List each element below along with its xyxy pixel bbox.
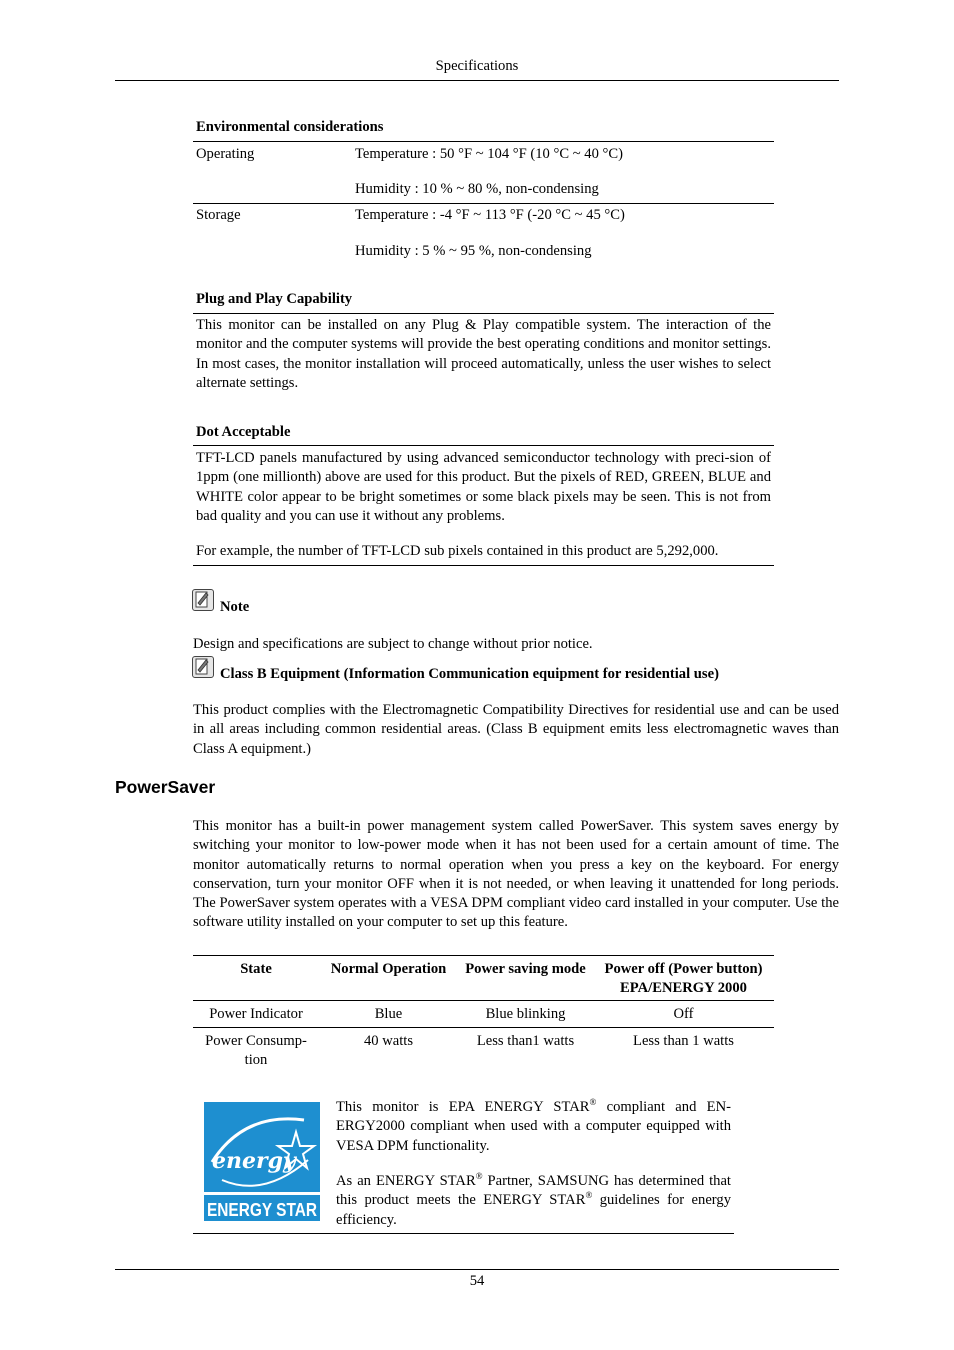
- dot-acceptable-rule: [193, 445, 774, 446]
- svg-text:ENERGY STAR: ENERGY STAR: [207, 1200, 317, 1220]
- operating-humidity: Humidity : 10 % ~ 80 %, non-condensing: [355, 181, 599, 197]
- energy-star-bottom-rule: [193, 1233, 734, 1234]
- plug-and-play-rule: [193, 313, 774, 314]
- class-b-note-icon: [192, 656, 214, 678]
- table-cell-indicator-normal: Blue: [374, 1006, 403, 1022]
- environmental-row-rule: [193, 203, 774, 204]
- dot-acceptable-bottom-rule: [193, 565, 774, 566]
- dot-acceptable-text: TFT-LCD panels manufactured by using advanced semiconductor technology with preci-sion of 1ppm (one millionth) above are used for this product. But the pixels of RED, GREEN, BLUE and WHITE color appear to be bright sometimes or some black pixels may be seen. This is not from bad quality and you can use it without any problems.: [196, 450, 771, 524]
- power-table-top-rule: [193, 955, 774, 956]
- powersaver-text: This monitor has a built-in power management system called PowerSaver. This system saves energy by switching your monitor to low-power mode when it has not been used for a certain amount of time. The monitor automatically returns to normal operation when you press a key on the keyboard. For energy conservation, turn your monitor OFF when it is not needed, or when leaving it unattended for long periods. The PowerSaver system operates with a VESA DPM compliant video card installed in your computer. Use the software utility installed on your computer to set up this feature.: [193, 818, 839, 931]
- note-icon: [192, 589, 214, 611]
- table-cell-consumption-saving: Less than1 watts: [476, 1033, 575, 1049]
- table-cell-consumption-off: Less than 1 watts: [633, 1033, 734, 1049]
- powersaver-heading: PowerSaver: [115, 777, 216, 797]
- operating-label: Operating: [196, 146, 255, 162]
- header-rule: [115, 80, 839, 81]
- table-cell-consumption-normal: 40 watts: [363, 1033, 414, 1049]
- class-b-label: Class B Equipment (Information Communication equipment for residential use): [220, 666, 719, 682]
- plug-and-play-text: This monitor can be installed on any Plug & Play compatible system. The interaction of the monitor and the computer systems will provide the best operating conditions and monitor settings. In most cases, the monitor installation will proceed automatically, unless the user wishes to select alternate settings.: [196, 317, 771, 391]
- table-cell-indicator-saving: Blue blinking: [485, 1006, 566, 1022]
- table-header-state: State: [240, 961, 272, 977]
- plug-and-play-heading: Plug and Play Capability: [196, 291, 353, 307]
- table-header-power-saving-mode: Power saving mode: [465, 961, 586, 977]
- power-table-header-rule: [193, 1000, 774, 1001]
- environmental-rule: [193, 141, 774, 142]
- page-number: 54: [469, 1273, 485, 1289]
- svg-text:energy: energy: [212, 1148, 296, 1174]
- table-cell-power-consumption-1: Power Consump-: [205, 1033, 307, 1049]
- table-header-epa-energy: EPA/ENERGY 2000: [620, 980, 747, 996]
- page-header-title: Specifications: [435, 58, 519, 74]
- energy-star-paragraph-2: As an ENERGY STAR® Partner, SAMSUNG has determined that this product meets the ENERGY STAR® guidelines for energy efficiency.: [336, 1171, 731, 1228]
- dot-acceptable-heading: Dot Acceptable: [196, 424, 291, 440]
- footer-rule: [115, 1269, 839, 1270]
- table-header-normal-operation: Normal Operation: [330, 961, 447, 977]
- power-table-row-rule: [193, 1027, 774, 1028]
- operating-temperature: Temperature : 50 °F ~ 104 °F (10 °C ~ 40 °C): [355, 146, 623, 162]
- environmental-heading: Environmental considerations: [196, 119, 384, 135]
- storage-temperature: Temperature : -4 °F ~ 113 °F (-20 °C ~ 45 °C): [355, 207, 625, 223]
- energy-star-paragraph-1: This monitor is EPA ENERGY STAR® compliant and EN-ERGY2000 compliant when used with a computer equipped with VESA DPM functionality.: [336, 1097, 731, 1154]
- table-cell-power-indicator: Power Indicator: [209, 1006, 303, 1022]
- table-cell-indicator-off: Off: [673, 1006, 694, 1022]
- energy-star-logo: [204, 1102, 320, 1221]
- dot-acceptable-example: For example, the number of TFT-LCD sub pixels contained in this product are 5,292,000.: [196, 543, 719, 559]
- table-cell-power-consumption-2: tion: [244, 1052, 268, 1068]
- note-text: Design and specifications are subject to change without prior notice.: [193, 636, 593, 652]
- note-label: Note: [220, 599, 250, 615]
- storage-humidity: Humidity : 5 % ~ 95 %, non-condensing: [355, 243, 592, 259]
- table-header-power-off: Power off (Power button): [604, 961, 763, 977]
- storage-label: Storage: [196, 207, 241, 223]
- class-b-text: This product complies with the Electromagnetic Compatibility Directives for residential use and can be used in all areas including common residential areas. (Class B equipment emits less electromagnetic waves than Class A equipment.): [193, 702, 839, 757]
